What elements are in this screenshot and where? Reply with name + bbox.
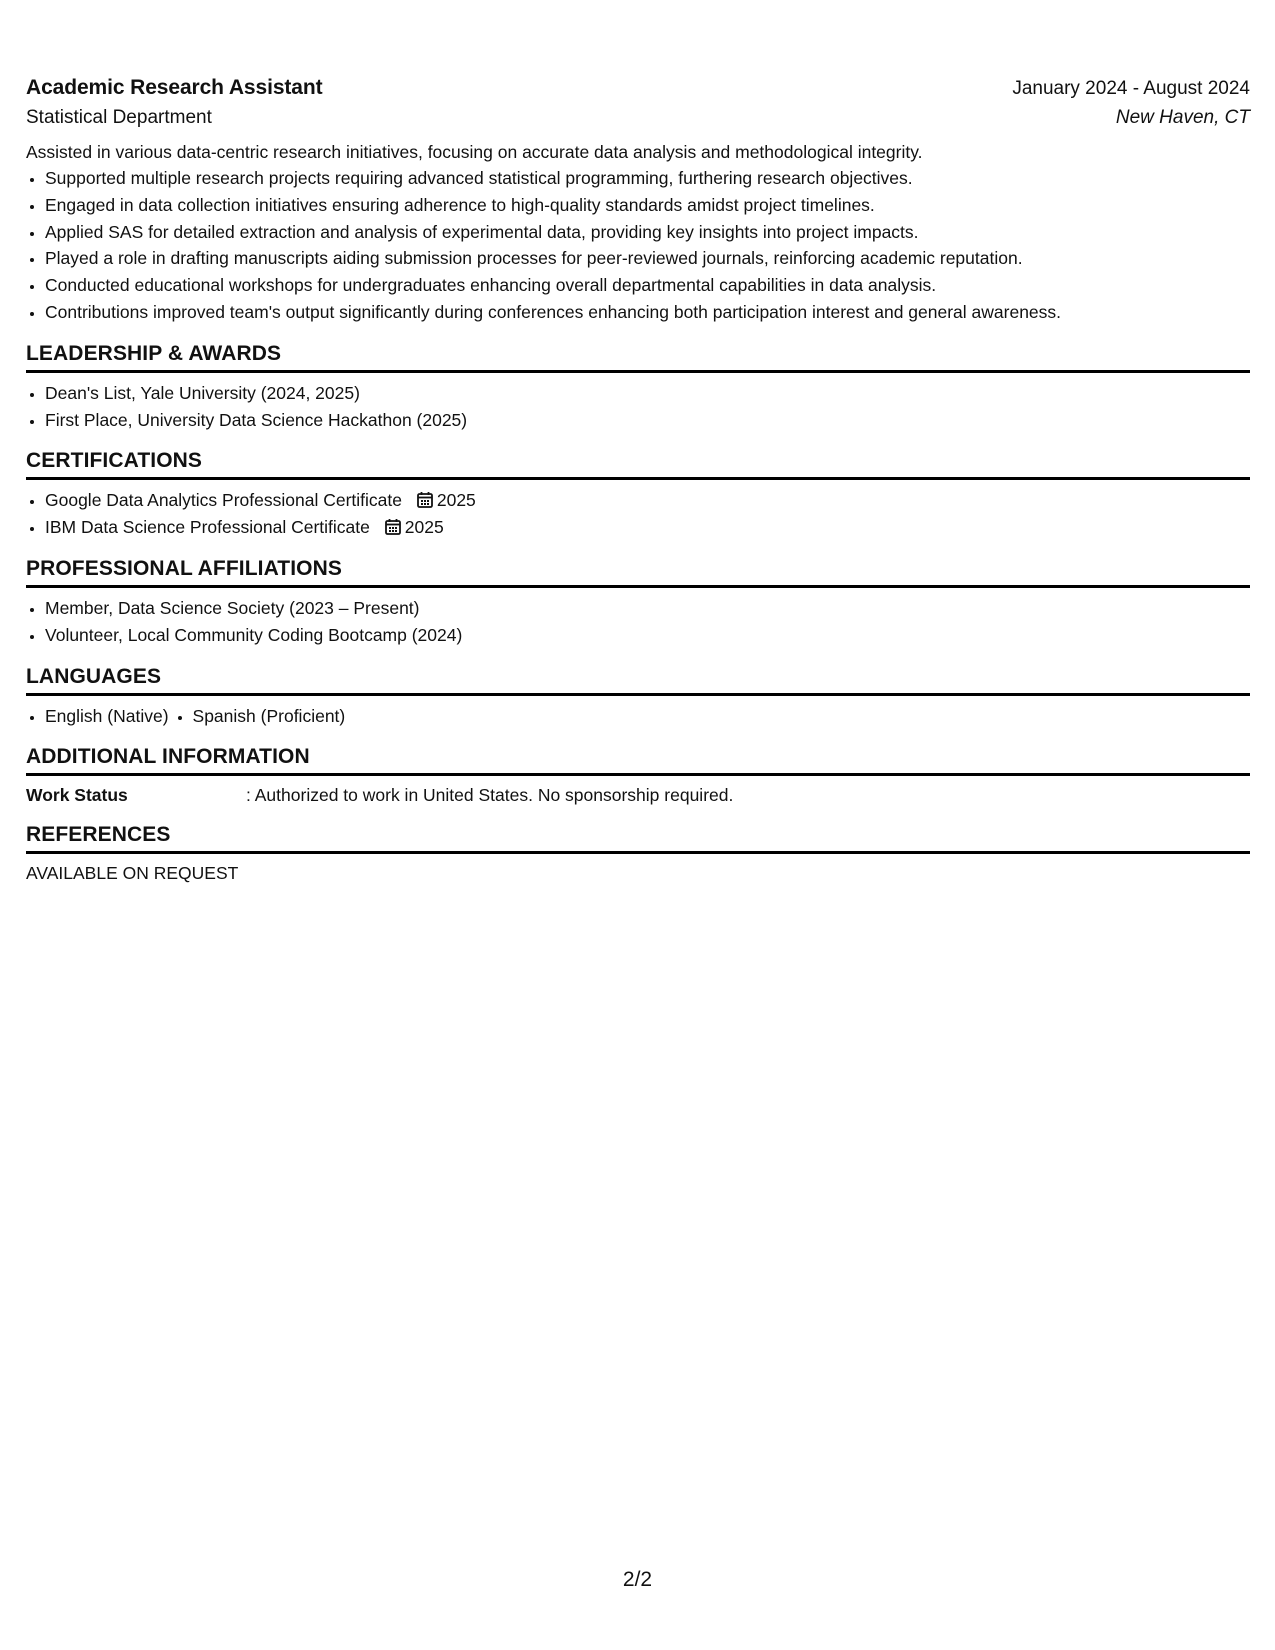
list-item: • First Place, University Data Science Hackathon (2025) bbox=[45, 407, 1250, 434]
job-header bbox=[26, 76, 1250, 100]
languages-list bbox=[26, 703, 1250, 730]
section-title: LANGUAGES bbox=[26, 665, 1250, 696]
job-dates: January 2024 - August 2024 bbox=[1012, 78, 1250, 99]
certifications-list bbox=[26, 487, 1250, 541]
job-title: Academic Research Assistant bbox=[26, 76, 323, 99]
job-bullet: • Supported multiple research projects requiring advanced statistical programming, furthering research objectives. bbox=[45, 165, 1250, 192]
job-bullet: • Applied SAS for detailed extraction and analysis of experimental data, providing key insights into project impacts. bbox=[45, 219, 1250, 246]
calendar-icon bbox=[417, 491, 433, 508]
calendar-icon bbox=[385, 518, 401, 535]
list-item: • Volunteer, Local Community Coding Bootcamp (2024) bbox=[45, 622, 1250, 649]
certification-name: Google Data Analytics Professional Certificate bbox=[45, 490, 402, 511]
language-item: • English (Native) bbox=[45, 703, 169, 730]
job-bullets bbox=[26, 165, 1250, 326]
references-text: AVAILABLE ON REQUEST bbox=[26, 863, 239, 884]
leadership-list bbox=[26, 380, 1250, 434]
job-bullet: • Contributions improved team's output significantly during conferences enhancing both participation interest and general awareness. bbox=[45, 299, 1250, 326]
affiliations-list bbox=[26, 595, 1250, 649]
section-title: ADDITIONAL INFORMATION bbox=[26, 745, 1250, 776]
references-section bbox=[26, 823, 1250, 885]
leadership-section bbox=[26, 342, 1250, 434]
work-status-value: : Authorized to work in United States. No sponsorship required. bbox=[246, 785, 734, 806]
certification-name: IBM Data Science Professional Certificate bbox=[45, 517, 370, 538]
experience-entry bbox=[26, 76, 1250, 326]
list-item: • Dean's List, Yale University (2024, 2025) bbox=[45, 380, 1250, 407]
section-title: LEADERSHIP & AWARDS bbox=[26, 342, 1250, 373]
section-title: REFERENCES bbox=[26, 823, 1250, 854]
certification-item bbox=[45, 487, 1250, 514]
work-status-row bbox=[26, 783, 1250, 807]
job-bullet: • Engaged in data collection initiatives ensuring adherence to high-quality standards amidst project timelines. bbox=[45, 192, 1250, 219]
languages-section bbox=[26, 665, 1250, 730]
certification-year: 2025 bbox=[436, 490, 476, 511]
job-subheader bbox=[26, 107, 1250, 129]
section-title: CERTIFICATIONS bbox=[26, 449, 1250, 480]
certification-item bbox=[45, 514, 1250, 541]
job-bullet: • Conducted educational workshops for undergraduates enhancing overall departmental capabilities in data analysis. bbox=[45, 272, 1250, 299]
additional-info-section bbox=[26, 745, 1250, 807]
job-location: New Haven, CT bbox=[1115, 107, 1250, 128]
section-title: PROFESSIONAL AFFILIATIONS bbox=[26, 557, 1250, 588]
list-item: • Member, Data Science Society (2023 – Present) bbox=[45, 595, 1250, 622]
job-department: Statistical Department bbox=[26, 107, 212, 128]
resume-page bbox=[26, 76, 1250, 885]
job-bullet: • Played a role in drafting manuscripts aiding submission processes for peer-reviewed journals, reinforcing academic reputation. bbox=[45, 245, 1250, 272]
certification-year: 2025 bbox=[404, 517, 444, 538]
affiliations-section bbox=[26, 557, 1250, 649]
page-number: 2/2 bbox=[622, 1568, 653, 1591]
language-item: • Spanish (Proficient) bbox=[193, 703, 346, 730]
certifications-section bbox=[26, 449, 1250, 541]
job-summary: Assisted in various data-centric research initiatives, focusing on accurate data analysis and methodological integrity. bbox=[26, 142, 923, 162]
work-status-label: Work Status bbox=[26, 785, 128, 806]
